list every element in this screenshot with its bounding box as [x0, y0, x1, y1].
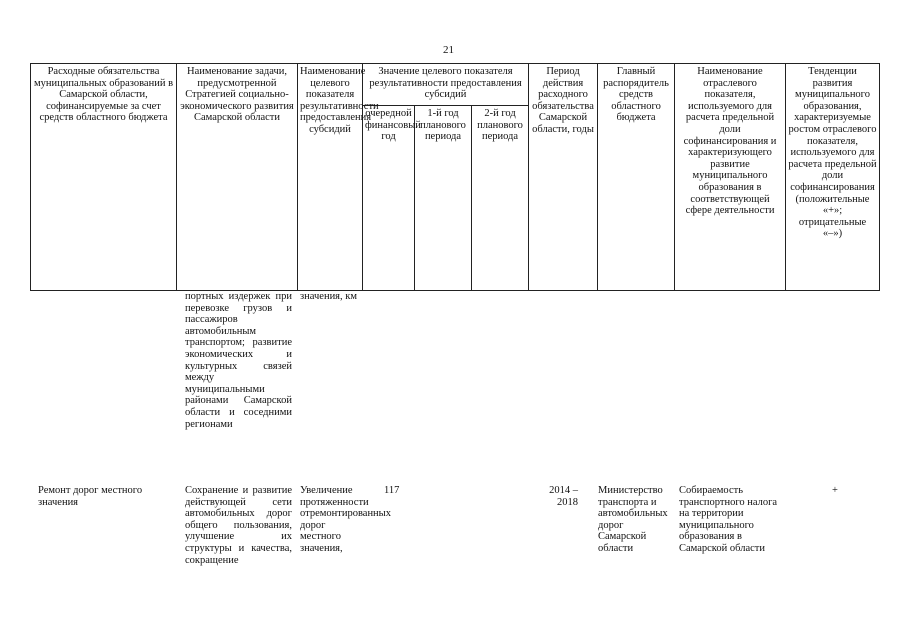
continuation-indicator: значения, км — [300, 291, 358, 302]
header-plan-year-1: 1-й год планового периода — [415, 106, 472, 291]
header-indicator-name: Наименование целевого показателя результативности предоставления субсидий — [298, 64, 363, 291]
header-obligations: Расходные обязательства муниципальных образований в Самарской области, софинансируемые за счет средств областного бюджета — [31, 64, 177, 291]
header-task: Наименование задачи, предусмотренной Стратегией социально-экономического развития Самарской области — [177, 64, 298, 291]
row-obligation: Ремонт дорог местного значения — [38, 485, 143, 508]
header-indicator-value: Значение целевого показателя результативности предоставления субсидий — [363, 64, 529, 106]
header-branch-indicator: Наименование отраслевого показателя, используемого для расчета предельной доли софинансирования и характеризующего развитие муниципального образования в соответствующей сфере деятельности — [675, 64, 786, 291]
row-branch-indicator: Собираемость транспортного налога на территории муниципального образования в Самарской области — [679, 485, 778, 554]
row-value: 117 — [384, 485, 400, 496]
header-administrator: Главный распорядитель средств областного бюджета — [598, 64, 675, 291]
table-header — [30, 63, 880, 291]
header-trends: Тенденции развития муниципального образования, характеризуемые ростом отраслевого показателя, используемого для расчета предельной доли софинансирования (положительные «+»; отрицательные «–») — [786, 64, 880, 291]
header-period: Период действия расходного обязательства Самарской области, годы — [529, 64, 598, 291]
page-number: 21 — [443, 44, 454, 56]
header-next-year: очередной финансовый год — [363, 106, 415, 291]
row-administrator: Министерство транспорта и автомобильных дорог Самарской области — [598, 485, 668, 554]
row-trend: + — [832, 485, 838, 496]
row-period: 2014 – 2018 — [549, 485, 578, 508]
row-indicator: Увеличение протяженности отремонтированных дорог местного значения, — [300, 485, 391, 554]
continuation-task: портных издержек при перевозке грузов и пассажиров автомобильным транспортом; развитие экономических и культурных связей между муниципальными районами Самарской области и соседними регионами — [185, 291, 292, 430]
header-plan-year-2: 2-й год планового периода — [472, 106, 529, 291]
row-task: Сохранение и развитие действующей сети автомобильных дорог общего пользования, улучшение их структуры и качества, сокращение — [185, 485, 292, 566]
